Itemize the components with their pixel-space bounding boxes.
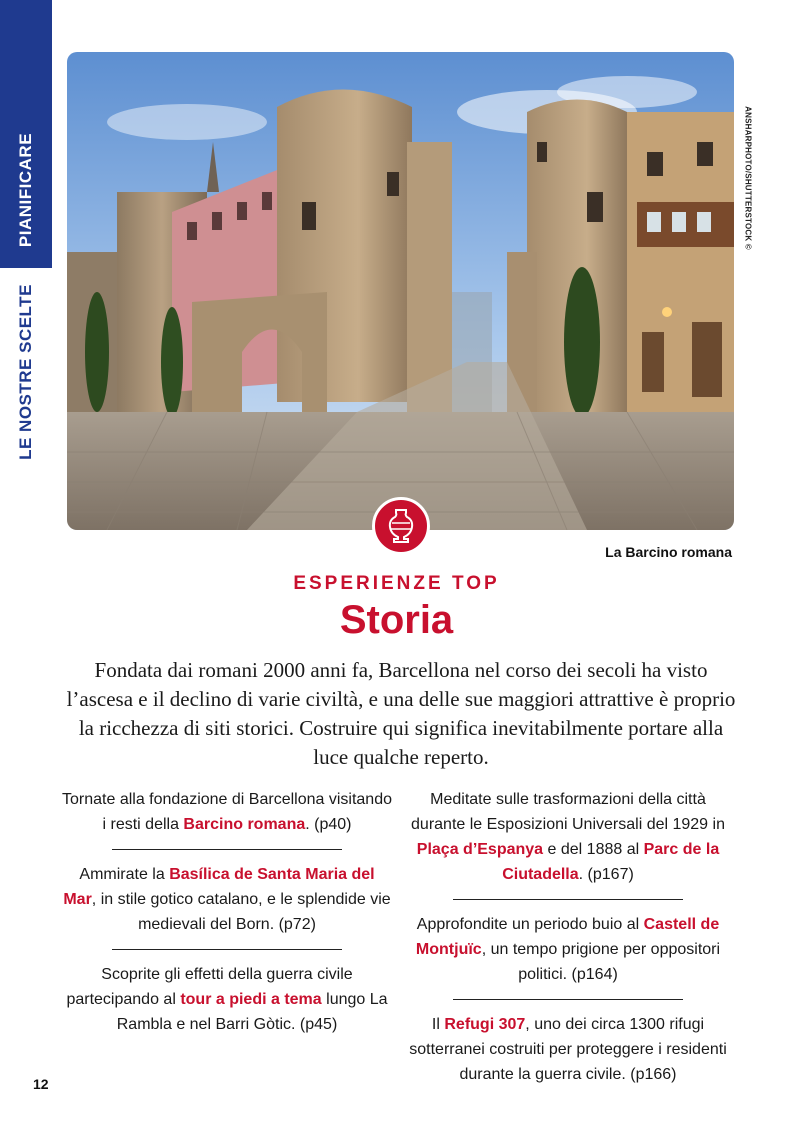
poi-link: Plaça d’Espanya bbox=[416, 841, 544, 858]
category-badge bbox=[372, 497, 430, 555]
intro-paragraph: Fondata dai romani 2000 anni fa, Barcellona nel corso dei secoli ha visto l’ascesa e il declino di varie civiltà, e una delle sue maggiori attrattive è proprio la ricchezza di siti storici. Costruire qui significa inevitabilmente portare alla luce qualche reperto. bbox=[66, 658, 736, 769]
list-item: Approfondite un periodo buio al Castell de Montjuïc, un tempo prigione per oppositori politici. (p164) bbox=[415, 916, 721, 983]
hero-photo bbox=[67, 52, 734, 530]
poi-link: Castell de Montjuïc bbox=[415, 916, 720, 958]
divider bbox=[453, 899, 683, 900]
poi-link: tour a piedi a tema bbox=[180, 991, 322, 1008]
list-item: Ammirate la Basílica de Santa Maria del Mar, in stile gotico catalano, e le splendide vie medievali del Born. (p72) bbox=[63, 866, 391, 933]
side-tab bbox=[0, 0, 52, 475]
list-item: Scoprite gli effetti della guerra civile partecipando al tour a piedi a tema lungo La Rambla e nel Barri Gòtic. (p45) bbox=[66, 966, 388, 1033]
poi-link: Barcino romana bbox=[183, 816, 306, 833]
poi-link: Refugi 307 bbox=[444, 1016, 526, 1033]
page-number: 12 bbox=[33, 1076, 49, 1092]
divider bbox=[112, 949, 342, 950]
amphora-icon bbox=[385, 508, 417, 544]
divider bbox=[112, 849, 342, 850]
left-column bbox=[62, 787, 392, 1037]
right-column bbox=[403, 787, 733, 1087]
photo-caption: La Barcino romana bbox=[605, 544, 732, 560]
poi-link: Basílica de Santa Maria del Mar bbox=[63, 866, 375, 908]
page-title: Storia bbox=[339, 598, 454, 642]
list-item: Il Refugi 307, uno dei circa 1300 rifugi sotterranei costruiti per proteggere i residenti durante la guerra civile. (p166) bbox=[409, 1016, 727, 1083]
divider bbox=[453, 999, 683, 1000]
list-item: Meditate sulle trasformazioni della città durante le Esposizioni Universali del 1929 in Plaça d’Espanya e del 1888 al Parc de la Ciutadella. (p167) bbox=[411, 791, 725, 883]
photo-credit: ANSHARPHOTO/SHUTTERSTOCK © bbox=[743, 106, 753, 250]
section-kicker: ESPERIENZE TOP bbox=[293, 573, 500, 594]
list-item: Tornate alla fondazione di Barcellona visitando i resti della Barcino romana. (p40) bbox=[62, 791, 392, 833]
poi-link: Parc de la Ciutadella bbox=[502, 841, 720, 883]
subsection-label: LE NOSTRE SCELTE bbox=[16, 284, 35, 460]
section-label: PIANIFICARE bbox=[16, 132, 35, 248]
